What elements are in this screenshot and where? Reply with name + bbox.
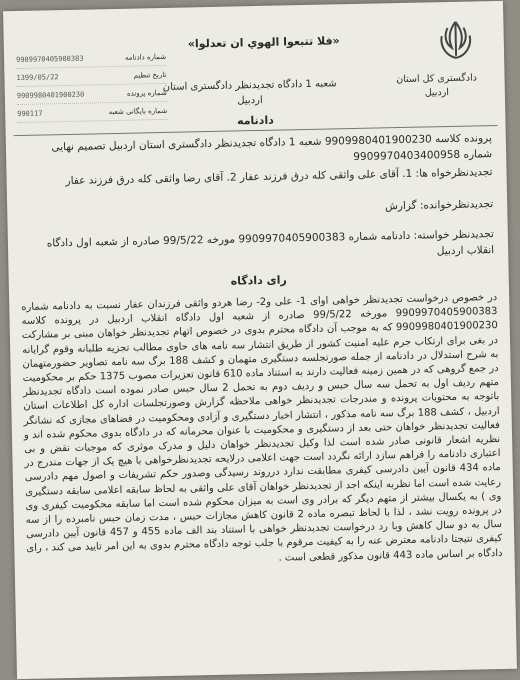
verdict-title: رای دادگاه [230, 273, 287, 288]
meta-label: شماره دادنامه [124, 52, 167, 62]
document-title: دادنامه [236, 113, 274, 128]
meta-value: 990117 [17, 109, 43, 118]
court-name: دادگستری کل استان [396, 72, 478, 86]
meta-value: 9909970405900383 [15, 54, 84, 64]
appeal-request-line: تجدیدنظر خواسته: دادنامه شماره 9909970405900383 مورخه 99/5/22 صادره از شعبه اول دادگاه انقلاب اردبیل [46, 228, 495, 257]
court-city: اردبیل [424, 86, 450, 99]
meta-label: تاریخ تنظیم [133, 70, 167, 80]
metadata-box [16, 48, 167, 123]
meta-value: 9909980401900230 [16, 90, 85, 100]
appellee-line: تجدیدنظرخوانده: گزارش [384, 198, 494, 213]
meta-label: شماره پرونده [126, 88, 167, 98]
meta-row [17, 102, 167, 123]
court-document [3, 1, 517, 679]
branch-heading [135, 76, 366, 111]
appellants-line: تجدیدنظرخواه ها: 1. آقای علی واثقی کله درق فرزند عفار 2. آقای رضا واثقی کله درق فرزند عفار [65, 166, 493, 188]
meta-value: 1399/05/22 [16, 72, 59, 82]
verdict-body: در خصوص درخواست تجدیدنظر خواهی اوای 1- علی و2- رضا هردو واثقی فرزندان عفار نسبت به دادنامه شماره 9909970405900383 مورخه 99/5/22 صادره از شعبه اول دادگاه انقلاب اردبیل در پرونده کلاسه 9909980401900230 که به موجب آن دادگاه محترم بدوی در خصوص اتهام تجدیدنظر خواهان مبنی بر مشارکت در بغی برای ارتکاب جرم علیه امنیت کشور از طریق انتشار سه نامه های حاوی مطالب تجزیه طلبانه وقوم گرایانه به شرح استدلال در دادنامه از جمله صورتجلسه دستگیری متهمان و کشف 188 برگ سه نامه تصاویر حضورمتهمان در جمع گروهی که در همین زمینه فعالیت دارند به استناد ماده 610 قانون تعزیرات مصوب 1375 حکم بر محکومیت متهم ردیف اول به تحمل سه سال حبس و ردیف دوم به تحمل 2 سال حبس صادر نموده است دادگاه تجدیدنظر باتوجه به محتویات پرونده و مندرجات تجدیدنظر خواهی ملاحظه گزارش وصورتجلسات اداره کل اطلاعات استان اردبیل ، کشف 188 برگ سه نامه مذکور ، انتشار اخبار دستگیری و آزادی ومحکومیت در فضاهای مجازی که نشانگر فعالیت تجدیدنظر خواهان حتی بعد از دستگیری و محکومیت با عنوان محرمانه که در دادگاه بدوی محکوم شده اند و نظریه اشعار قانونی صادر شده است لذا وکیل تجدیدنظر خواهان دلیل و مدرک موثری که موجبات نقض و بی اعتباری دادنامه را فراهم سازد ارائه نگردد است جهت اعلامی درلایحه تجدیدنظرخواهی با هیچ یک از جهات مندرج در ماده 434 قانون آیین دادرسی کیفری مطابقت ندارد درروند رسیدگی وصدور حکم تشریفات و اصول مهم دادرسی رعایت شده است اما نظربه اینکه اجد از تجدیدنظر خواهان آقای علی واثقی به لحاظ سابقه اعلامی سابقه دستگیری وی ) به یکسال بیشتر از متهم دیگر که برادر وی است به میزان محکوم شده است اما سابقه محکومیت کیفری وی در پرونده رویت نشد ، لذا با لحاظ تبصره ماده 2 قانون کاهش مجازات حبس ، مدت زمان حبس نامبرده را از سه سال به دو سال کاهش وبا رد درخواست تجدیدنظر خواهی با استناد بند الف ماده 455 و 457 قانون آیین دادرسی کیفری نتیجتا دادنامه معترض عنه را به کیفیت مرقوم با جلب توجه دادگاه محترم بدوی به این امر تایید می کند ، رای دادگاه بر اساس ماده 443 قانون مذکور قطعی است . [21, 292, 503, 564]
branch-city: اردبیل [237, 94, 263, 107]
court-heading [376, 71, 497, 102]
branch-title: شعبه 1 دادگاه تجدیدنظر دادگستری استان [162, 78, 337, 93]
meta-label: شماره بایگانی شعبه [108, 106, 168, 116]
case-file-line: پرونده کلاسه 9909980401900230 شعبه 1 دادگاه تجدیدنظر دادگستری استان اردبیل تصمیم نهایی شماره 9909970403400958 [51, 132, 493, 163]
quote-heading: «فلا تتبعوا الهوي ان تعدلوا» [187, 34, 340, 51]
iran-emblem-icon [431, 15, 480, 64]
